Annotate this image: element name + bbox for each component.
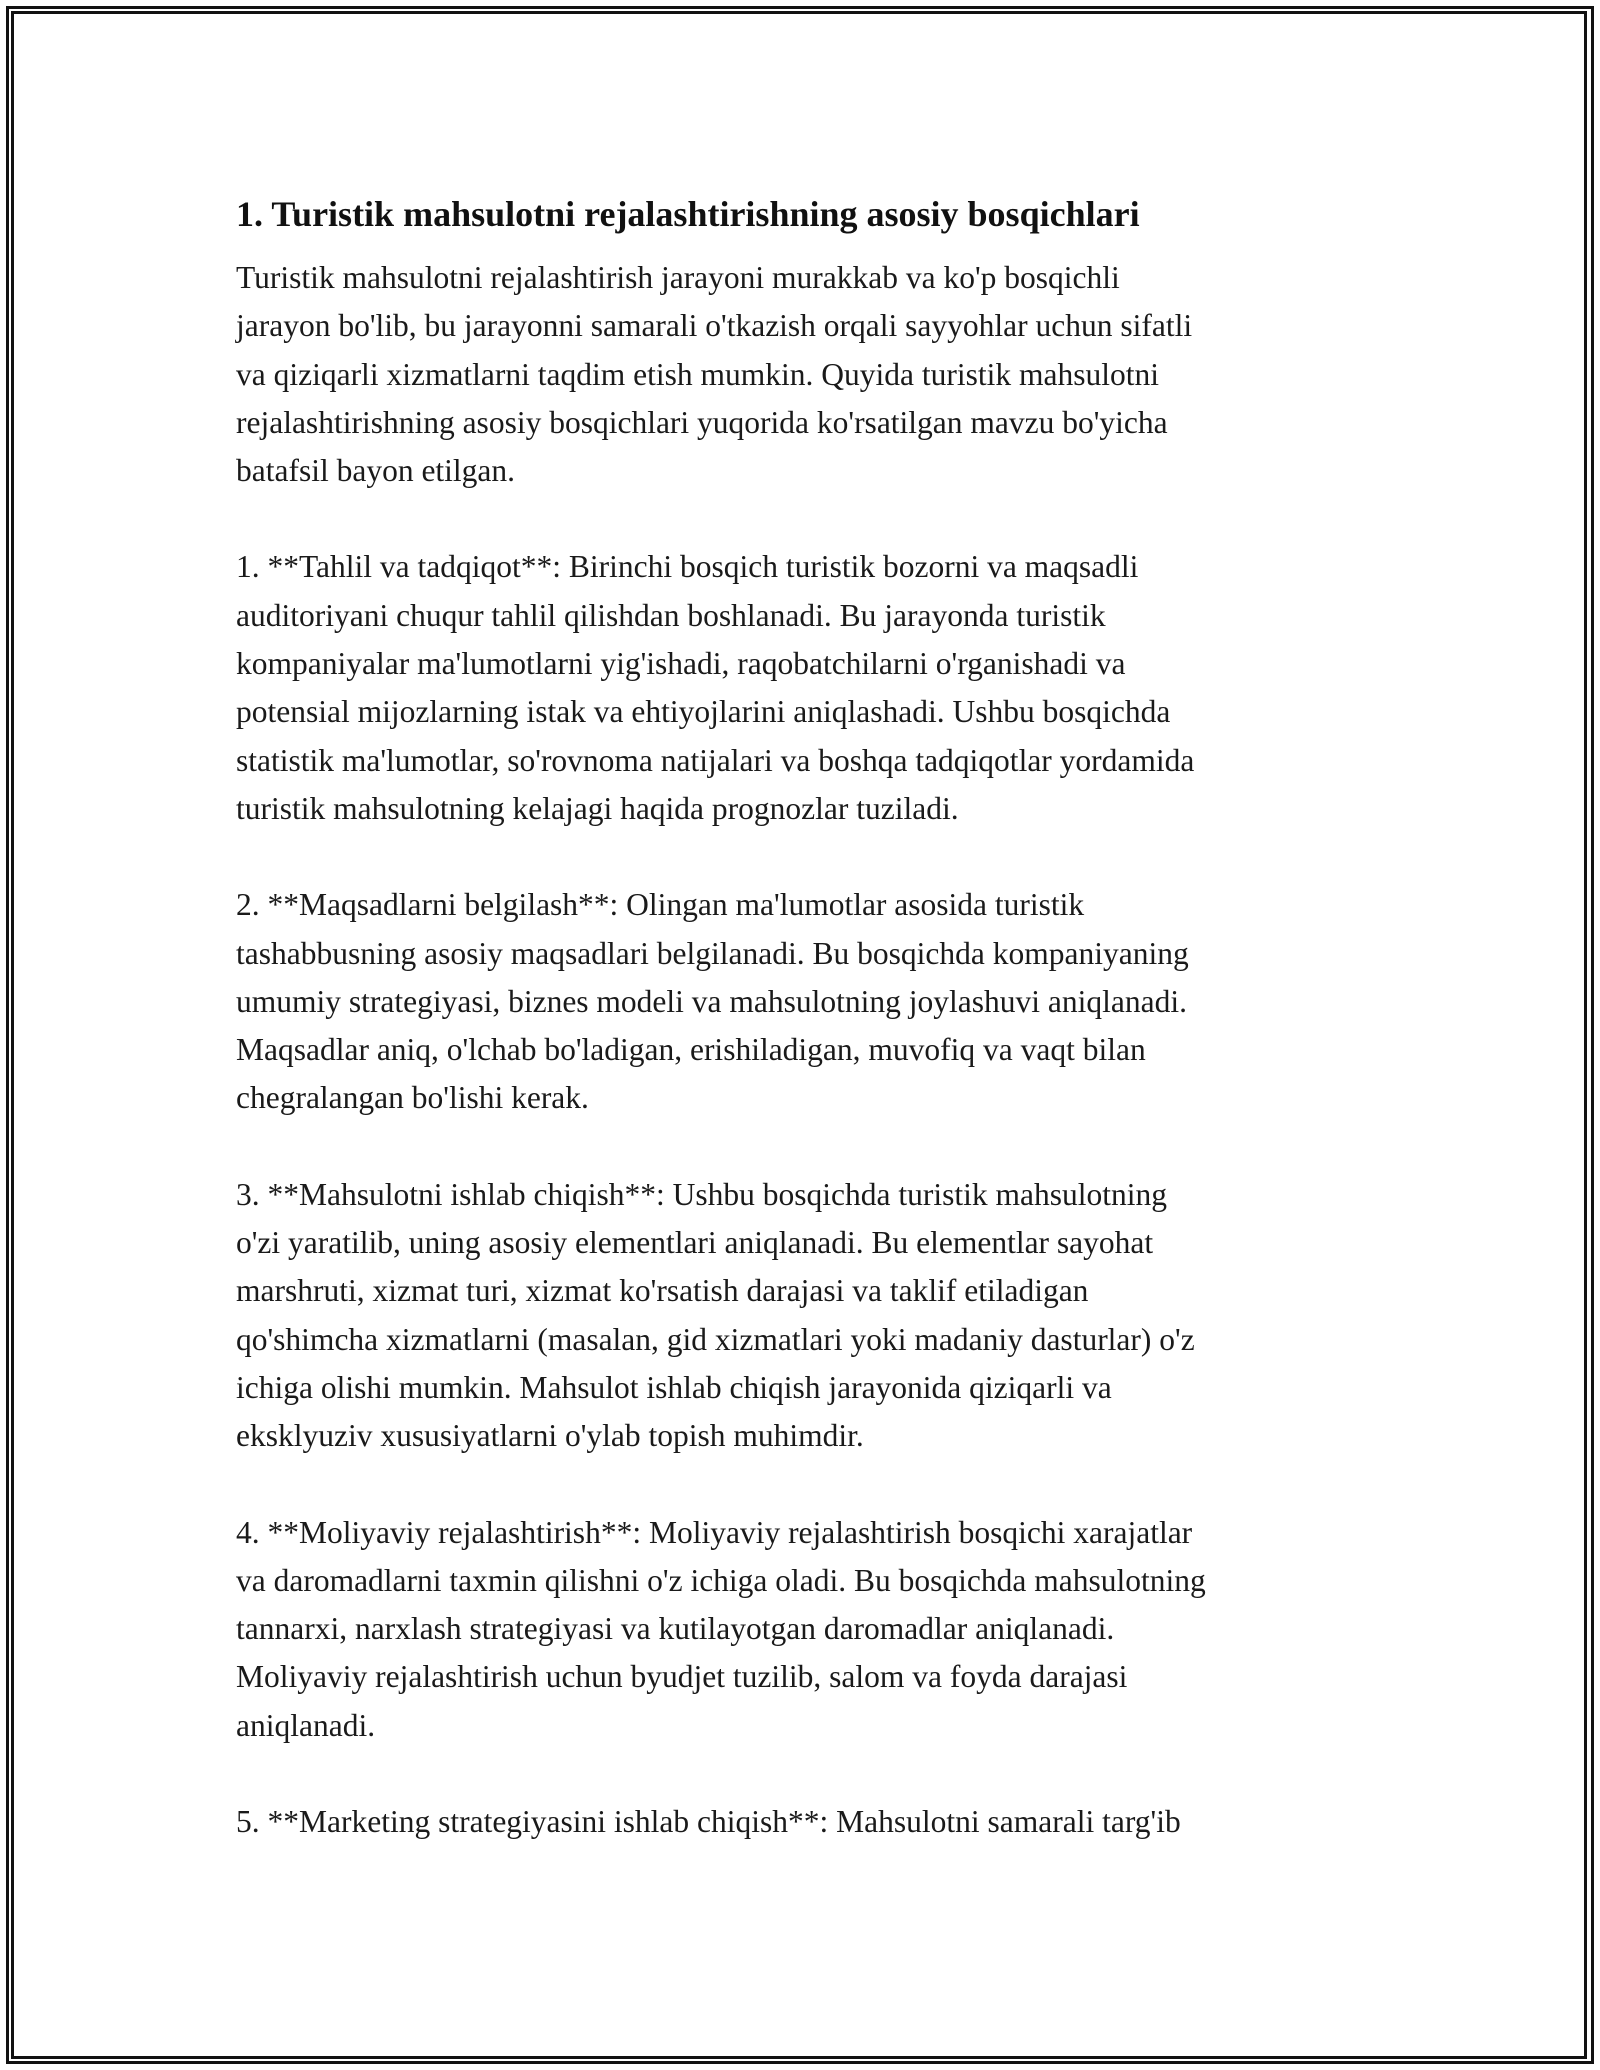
text-line: marshruti, xizmat turi, xizmat ko'rsatish darajasi va taklif etiladigan — [236, 1273, 1089, 1309]
text-line: batafsil bayon etilgan. — [236, 453, 516, 489]
text-line: qo'shimcha xizmatlarni (masalan, gid xizmatlari yoki madaniy dasturlar) o'z — [236, 1321, 1195, 1357]
text-line: ichiga olishi mumkin. Mahsulot ishlab chiqish jarayonida qiziqarli va — [236, 1369, 1112, 1405]
text-line: rejalashtirishning asosiy bosqichlari yuqorida ko'rsatilgan mavzu bo'yicha — [236, 404, 1168, 440]
text-line: o'zi yaratilib, uning asosiy elementlari aniqlanadi. Bu elementlar sayohat — [236, 1225, 1154, 1261]
intro-paragraph — [236, 254, 1376, 495]
text-line: va daromadlarni taxmin qilishni o'z ichiga oladi. Bu bosqichda mahsulotning — [236, 1562, 1206, 1598]
step-1-paragraph — [236, 543, 1376, 833]
text-line: Turistik mahsulotni rejalashtirish jarayoni murakkab va ko'p bosqichli — [236, 260, 1120, 295]
text-line: jarayon bo'lib, bu jarayonni samarali o'tkazish orqali sayyohlar uchun sifatli — [236, 308, 1193, 344]
text-line: statistik ma'lumotlar, so'rovnoma natijalari va boshqa tadqiqotlar yordamida — [236, 742, 1195, 778]
text-line: tannarxi, narxlash strategiyasi va kutilayotgan daromadlar aniqlanadi. — [236, 1611, 1115, 1647]
text-line: 1. **Tahlil va tadqiqot**: Birinchi bosqich turistik bozorni va maqsadli — [236, 549, 1139, 585]
text-line: auditoriyani chuqur tahlil qilishdan boshlanadi. Bu jarayonda turistik — [236, 597, 1106, 633]
text-line: 3. **Mahsulotni ishlab chiqish**: Ushbu bosqichda turistik mahsulotning — [236, 1176, 1167, 1212]
text-line: turistik mahsulotning kelajagi haqida prognozlar tuziladi. — [236, 790, 959, 826]
text-line: va qiziqarli xizmatlarni taqdim etish mumkin. Quyida turistik mahsulotni — [236, 356, 1159, 392]
step-3-paragraph — [236, 1171, 1376, 1461]
text-line: 2. **Maqsadlarni belgilash**: Olingan ma'lumotlar asosida turistik — [236, 887, 1085, 923]
section-heading: 1. Turistik mahsulotni rejalashtirishning asosiy bosqichlari — [236, 194, 1140, 234]
step-5-paragraph — [236, 1798, 1376, 1846]
text-line: umumiy strategiyasi, biznes modeli va mahsulotning joylashuvi aniqlanadi. — [236, 983, 1187, 1019]
text-line: chegralangan bo'lishi kerak. — [236, 1080, 589, 1116]
text-line: aniqlanadi. — [236, 1707, 376, 1743]
step-4-paragraph — [236, 1509, 1376, 1750]
text-line: potensial mijozlarning istak va ehtiyojlarini aniqlashadi. Ushbu bosqichda — [236, 694, 1171, 730]
step-2-paragraph — [236, 881, 1376, 1122]
text-line: Maqsadlar aniq, o'lchab bo'ladigan, erishiladigan, muvofiq va vaqt bilan — [236, 1032, 1146, 1068]
text-line: 5. **Marketing strategiyasini ishlab chiqish**: Mahsulotni samarali targ'ib — [236, 1804, 1181, 1840]
text-line: eksklyuziv xususiyatlarni o'ylab topish muhimdir. — [236, 1418, 864, 1454]
text-line: 4. **Moliyaviy rejalashtirish**: Moliyaviy rejalashtirish bosqichi xarajatlar — [236, 1514, 1193, 1550]
text-line: tashabbusning asosiy maqsadlari belgilanadi. Bu bosqichda kompaniyaning — [236, 935, 1189, 971]
text-line: kompaniyalar ma'lumotlarni yig'ishadi, raqobatchilarni o'rganishadi va — [236, 646, 1126, 682]
text-line: Moliyaviy rejalashtirish uchun byudjet tuzilib, salom va foyda darajasi — [236, 1659, 1128, 1695]
document-body — [236, 186, 1376, 1846]
